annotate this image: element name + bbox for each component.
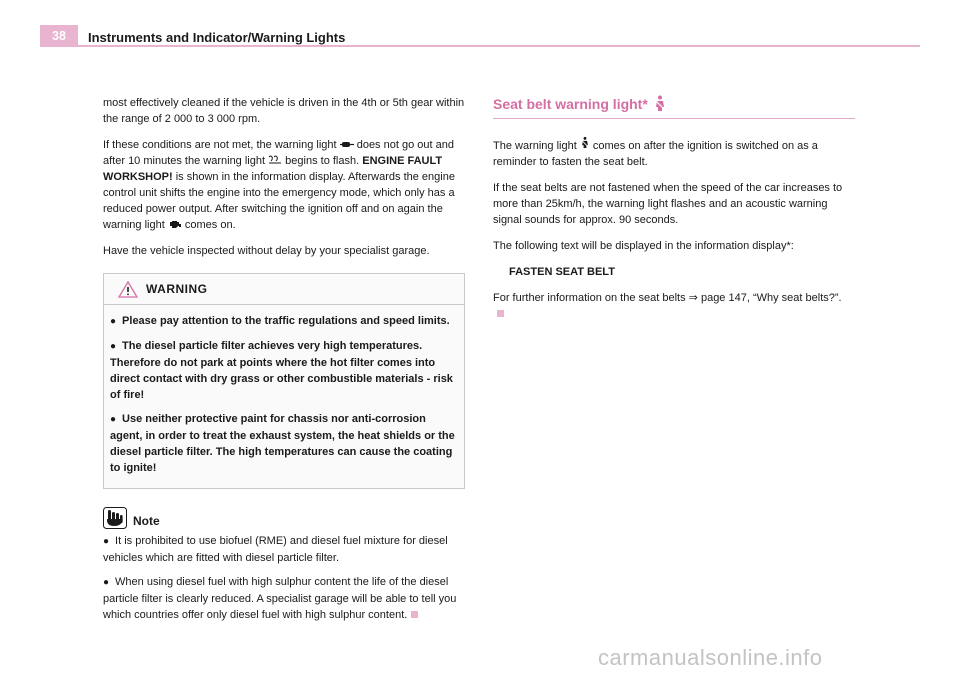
warning-box [103, 273, 465, 489]
warning-triangle-icon [118, 281, 138, 298]
cross-reference-arrow: ⇒ [688, 292, 698, 304]
section-end-mark [411, 611, 418, 618]
chapter-title: Instruments and Indicator/Warning Lights [88, 30, 346, 45]
right-column [493, 95, 855, 332]
paragraph: For further information on the seat belts ⇒ page 147, “Why seat belts?”. [493, 290, 855, 322]
page-number: 38 [40, 25, 78, 47]
left-column [103, 95, 465, 631]
section-heading: Seat belt warning light* [493, 95, 855, 119]
header-rule [78, 45, 920, 47]
glow-plug-icon [268, 155, 282, 165]
seat-belt-icon [653, 95, 667, 113]
warning-item: ● Use neither protective paint for chassis nor anti-corrosion agent, in order to treat the exhaust system, the heat shields or the diesel particle filter. The high temperatures can cause the coating to ignite! [110, 413, 455, 474]
warning-header [104, 274, 464, 305]
warning-title: WARNING [146, 282, 208, 296]
note-item: ● When using diesel fuel with high sulphur content the life of the diesel particle filter is clearly reduced. A specialist garage will be able to tell you which countries offer only diesel fuel with high sulphur content. [103, 576, 457, 621]
seat-belt-icon [580, 136, 590, 150]
page-header [40, 25, 920, 47]
note-item: ● It is prohibited to use biofuel (RME) and diesel fuel mixture for diesel vehicles which are fitted with diesel particle filter. [103, 535, 448, 564]
page-reference-link[interactable]: page 147, “Why seat belts?”. [700, 292, 842, 304]
particle-filter-icon [340, 140, 354, 149]
paragraph: If the seat belts are not fastened when the speed of the car increases to more than 25km/h, the warning light flashes and an acoustic warning signal sounds for approx. 90 seconds. [493, 182, 843, 226]
paragraph: most effectively cleaned if the vehicle is driven in the 4th or 5th gear within the range of 2 000 to 3 000 rpm. [103, 97, 465, 125]
engine-icon [168, 219, 182, 229]
note-header [103, 507, 465, 529]
note-hand-icon [103, 507, 127, 529]
warning-item: ● The diesel particle filter achieves very high temperatures. Therefore do not park at points where the hot filter comes into direct contact with dry grass or other combustible materials - risk of fire! [110, 340, 453, 401]
section-end-mark [497, 310, 504, 317]
paragraph: The warning light comes on after the ignition is switched on as a reminder to fasten the seat belt. [493, 136, 855, 170]
paragraph: The following text will be displayed in the information display*: [493, 240, 794, 252]
watermark: carmanualsonline.info [598, 645, 823, 670]
note-title: Note [133, 514, 160, 528]
warning-item: ● Please pay attention to the traffic regulations and speed limits. [110, 315, 450, 327]
paragraph: Have the vehicle inspected without delay by your specialist garage. [103, 245, 430, 257]
display-text: FASTEN SEAT BELT [509, 266, 615, 278]
paragraph: If these conditions are not met, the warning light does not go out and after 10 minutes the warning light begins to flash. ENGINE FAULT WORKSHOP! is shown in the information display. Afterwards the engine control unit shifts the engine into the emergency mode, which only has a reduced power output. After switching the ignition off and on again the warning light comes on. [103, 139, 455, 231]
